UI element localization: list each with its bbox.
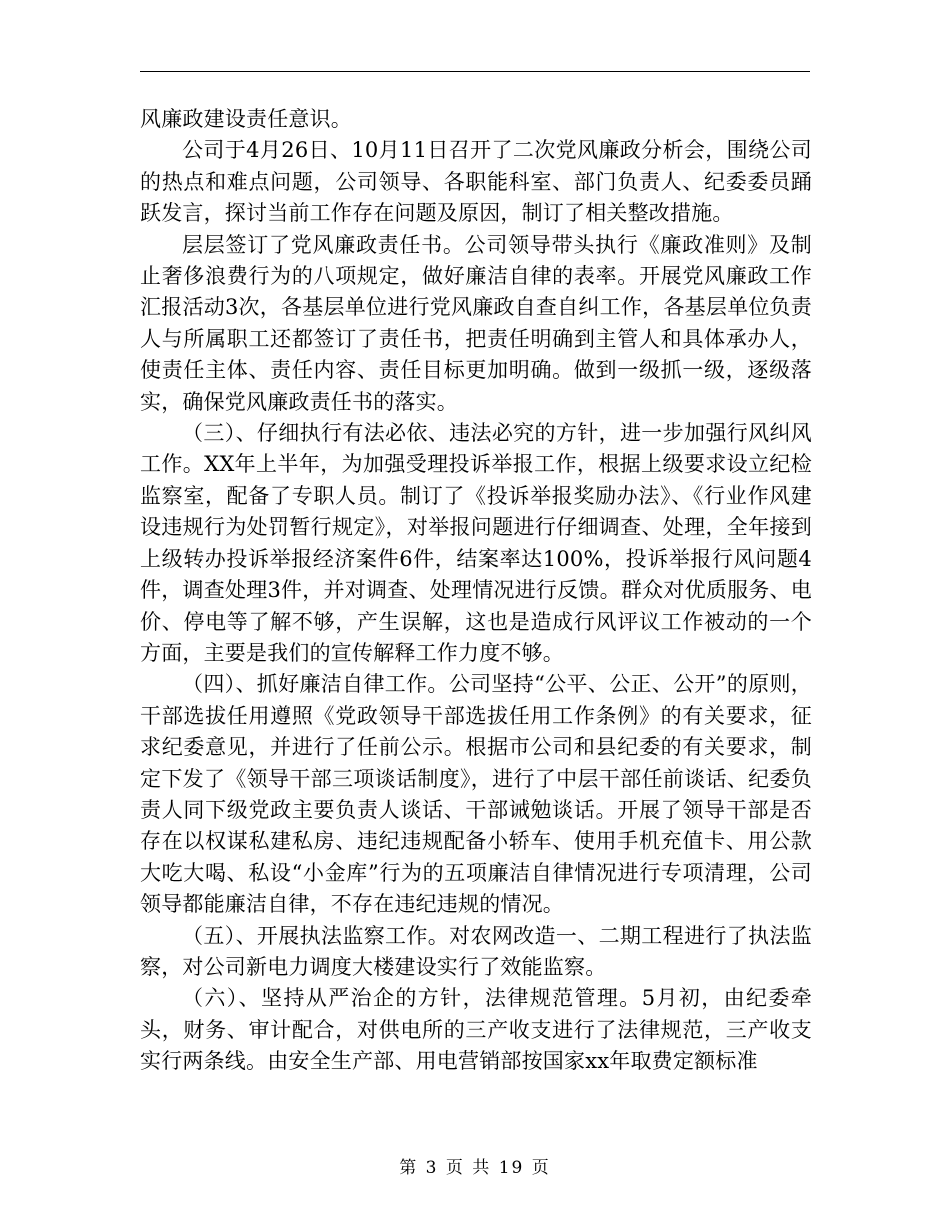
paragraph-1: 风廉政建设责任意识。 — [140, 107, 352, 131]
paragraph-6: （五）、开展执法监察工作。对农网改造一、二期工程进行了执法监察，对公司新电力调度大楼建设实行了效能监察。 — [140, 923, 812, 979]
paragraph-2: 公司于4月26日、10月11日召开了二次党风廉政分析会，围绕公司的热点和难点问题，公司领导、各职能科室、部门负责人、纪委委员踊跃发言，探讨当前工作存在问题及原因，制订了相关整改措施。 — [140, 138, 812, 226]
paragraph-3: 层层签订了党风廉政责任书。公司领导带头执行《廉政准则》及制止奢侈浪费行为的八项规定，做好廉洁自律的表率。开展党风廉政工作汇报活动3次，各基层单位进行党风廉政自查自纠工作，各基层单位负责人与所属职工还都签订了责任书，把责任明确到主管人和具体承办人，使责任主体、责任内容、责任目标更加明确。做到一级抓一级，逐级落实，确保党风廉政责任书的落实。 — [140, 232, 812, 414]
page-number-footer: 第 3 页 共 19 页 — [399, 1158, 551, 1178]
paragraph-7: （六）、坚持从严治企的方针，法律规范管理。5月初，由纪委牵头，财务、审计配合，对供电所的三产收支进行了法律规范，三产收支实行两条线。由安全生产部、用电营销部按国家xx年取费定额标准 — [140, 986, 812, 1074]
document-body — [140, 104, 812, 1078]
paragraph-4: （三）、仔细执行有法必依、违法必究的方针，进一步加强行风纠风工作。XX年上半年，为加强受理投诉举报工作，根据上级要求设立纪检监察室，配备了专职人员。制订了《投诉举报奖励办法》、《行业作风建设违规行为处罚暂行规定》，对举报问题进行仔细调查、处理，全年接到上级转办投诉举报经济案件6件，结案率达100%，投诉举报行风问题4件，调查处理3件，并对调查、处理情况进行反馈。群众对优质服务、电价、停电等了解不够，产生误解，这也是造成行风评议工作被动的一个方面，主要是我们的宣传解释工作力度不够。 — [140, 421, 812, 665]
header-rule — [140, 71, 810, 72]
paragraph-5: （四）、抓好廉洁自律工作。公司坚持“公平、公正、公开”的原则，干部选拔任用遵照《党政领导干部选拔任用工作条例》的有关要求，征求纪委意见，并进行了任前公示。根据市公司和县纪委的有关要求，制定下发了《领导干部三项谈话制度》，进行了中层干部任前谈话、纪委负责人同下级党政主要负责人谈话、干部诫勉谈话。开展了领导干部是否存在以权谋私建私房、违纪违规配备小轿车、使用手机充值卡、用公款大吃大喝、私设“小金库”行为的五项廉洁自律情况进行专项清理，公司领导都能廉洁自律，不存在违纪违规的情况。 — [140, 672, 812, 917]
